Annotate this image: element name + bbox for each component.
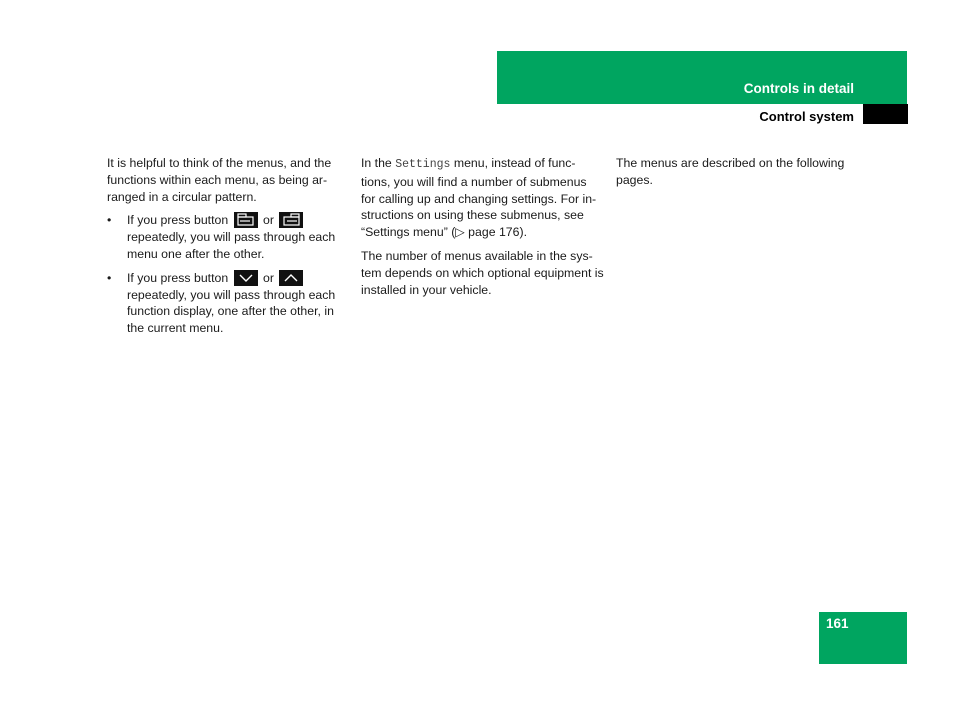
- menus-count-paragraph: The number of menus available in the sys-tem depends on which optional equipment is installed in your vehicle.: [361, 248, 604, 297]
- column-2: [361, 155, 604, 305]
- bullet-text-or: or: [263, 270, 274, 285]
- bullet-marker: •: [107, 270, 112, 285]
- menus-described-paragraph: The menus are described on the following pages.: [616, 156, 845, 187]
- menu-previous-icon: [234, 212, 258, 228]
- bullet-text-after: repeatedly, you will pass through each function display, one after the other, in the current menu.: [127, 287, 336, 336]
- bullet-marker: •: [107, 213, 112, 228]
- up-arrow-icon: [279, 270, 303, 286]
- settings-paragraph: [361, 155, 604, 241]
- bullet-text-before: If you press button: [127, 270, 229, 285]
- section-tab-marker: [863, 104, 908, 124]
- bullet-item: [107, 212, 347, 262]
- bullet-item: [107, 270, 347, 337]
- header-bar: [497, 51, 907, 104]
- column-3: [616, 155, 861, 196]
- intro-paragraph: It is helpful to think of the menus, and the functions within each menu, as being ar-ranged in a circular pattern.: [107, 156, 332, 204]
- bullet-text-or: or: [263, 213, 274, 228]
- page-number: 161: [826, 616, 849, 631]
- section-title: Controls in detail: [743, 81, 854, 96]
- down-arrow-icon: [234, 270, 258, 286]
- column-1: [107, 155, 347, 344]
- settings-text-before: In the: [361, 156, 392, 170]
- bullet-text-before: If you press button: [127, 213, 229, 228]
- settings-menu-code: Settings: [395, 158, 451, 171]
- settings-text-after: menu, instead of func-tions, you will find a number of submenus for calling up and changing settings. For in-structions on using these submenus, see “Settings menu” (▷ page 176).: [361, 156, 597, 240]
- subsection-title: Control system: [759, 109, 854, 124]
- bullet-text-after: repeatedly, you will pass through each menu one after the other.: [127, 230, 336, 261]
- menu-next-icon: [279, 212, 303, 228]
